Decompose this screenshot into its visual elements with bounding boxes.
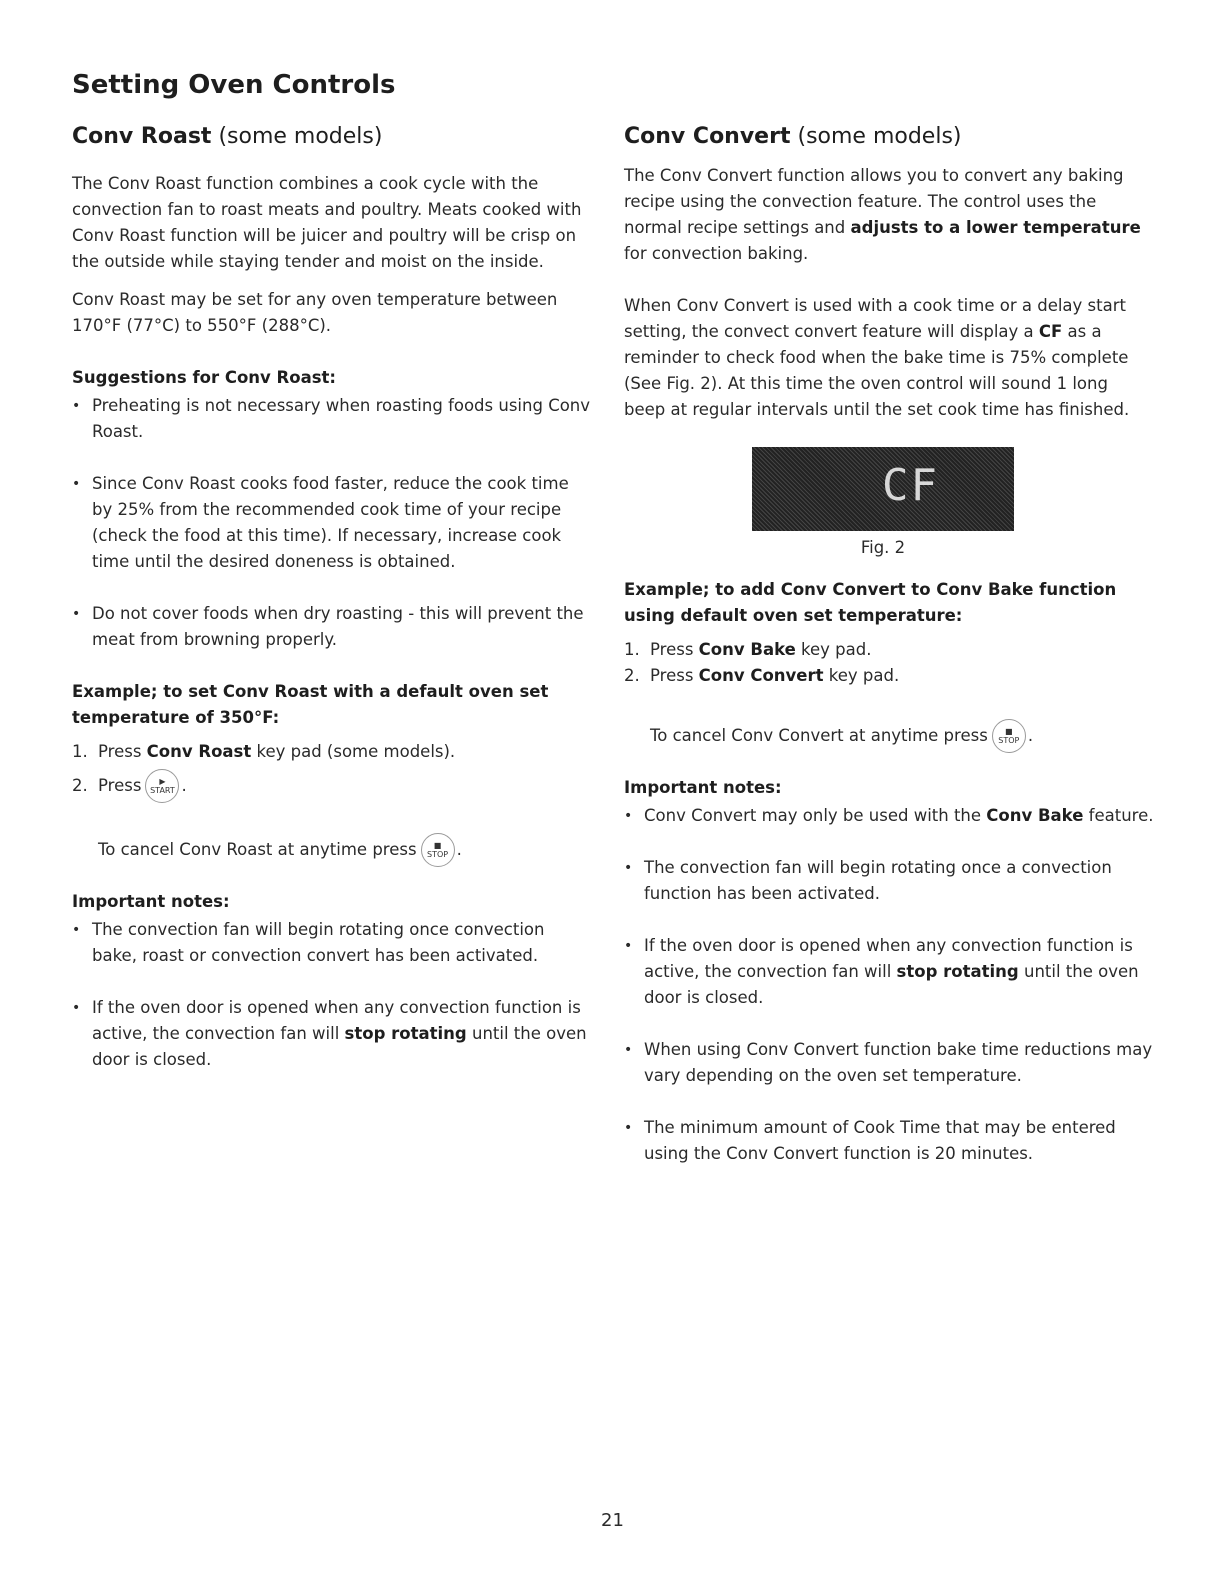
stop-square-icon: ■ [433,840,442,850]
reminder-text-pre: When Conv Convert is used with a cook time or a delay start setting, the convect convert feature will display a [624,296,1126,341]
conv-convert-section [624,124,1154,1167]
note-text-pre: Conv Convert may only be used with the [644,806,987,825]
conv-convert-steps [624,637,1154,689]
conv-roast-example-heading: Example; to set Conv Roast with a default oven set temperature of 350°F: [72,682,549,727]
reminder-text-bold: CF [1038,322,1063,341]
step-item [72,769,592,803]
suggestions-list [72,393,592,653]
conv-convert-key-label: Conv Convert [698,666,824,685]
stop-square-icon: ■ [1005,726,1013,736]
note-text-pre: If the oven door is opened when any convection function is active, the convection fan will [644,936,1133,981]
step-number: 2. [72,776,88,795]
step-text [650,663,899,689]
start-key-label: START [150,785,175,795]
conv-roast-notes-heading: Important notes: [72,892,230,911]
conv-roast-cancel-line [72,833,592,867]
note-text-bold: stop rotating [896,962,1019,981]
intro-text-post: for convection baking. [624,244,809,263]
step-text-post: key pad (some models). [251,742,456,761]
note-item: • The minimum amount of Cook Time that may be entered using the Conv Convert function is 20 minutes. [624,1115,1154,1167]
note-text-pre: If the oven door is opened when any convection function is active, the convection fan will [92,998,581,1043]
conv-convert-notes-list [624,803,1154,1167]
cf-display-readout: CF [882,460,939,511]
step-text [650,637,871,663]
cancel-text-post: . [1027,726,1034,745]
reminder-text-post: as a reminder to check food when the bake time is 75% complete (See Fig. 2). At this time the oven control will sound 1 long beep at regular intervals until the set cook time has finished. [624,322,1130,419]
step-text-post: . [181,776,187,795]
intro-text-pre: The Conv Convert function allows you to convert any baking recipe using the convection feature. The control uses the normal recipe settings and [624,166,1124,237]
conv-roast-heading-rest: (some models) [218,124,383,149]
note-item [72,995,592,1073]
note-text-post: until the oven door is closed. [92,1024,587,1069]
suggestions-heading: Suggestions for Conv Roast: [72,368,337,387]
suggestion-item: • Preheating is not necessary when roasting foods using Conv Roast. [72,393,592,445]
step-text-pre: Press [98,776,142,795]
conv-roast-intro: The Conv Roast function combines a cook cycle with the convection fan to roast meats and poultry. Meats cooked with Conv Roast function will be juicer and poultry will be crisp on the outside while staying tender and moist on the inside. [72,174,582,271]
conv-convert-example-heading: Example; to add Conv Convert to Conv Bake function using default oven set temperature: [624,580,1117,625]
page-number: 21 [601,1510,624,1531]
conv-convert-intro [624,163,1154,267]
figure-caption: Fig. 2 [860,538,906,557]
stop-key-icon [421,833,455,867]
conv-convert-heading [624,124,1154,149]
conv-roast-notes-list [72,917,592,1073]
note-item: • The convection fan will begin rotating once convection bake, roast or convection convert has been activated. [72,917,592,969]
conv-convert-notes-heading: Important notes: [624,778,782,797]
stop-key-label: STOP [427,849,449,859]
step-text-pre: Press [98,742,147,761]
step-text-pre: Press [650,640,699,659]
conv-roast-heading [72,124,592,149]
cancel-text: To cancel Conv Convert at anytime press [650,726,988,745]
step-number: 1. [624,640,640,659]
conv-bake-key-label: Conv Bake [698,640,796,659]
intro-text-bold: adjusts to a lower temperature [850,218,1141,237]
conv-convert-cancel-line [624,719,1154,753]
step-text [98,739,455,765]
conv-roast-key-label: Conv Roast [146,742,252,761]
note-text-bold: stop rotating [344,1024,467,1043]
page-title: Setting Oven Controls [72,70,396,100]
step-text-post: key pad. [823,666,900,685]
conv-convert-heading-bold: Conv Convert [624,124,791,149]
suggestion-item: • Do not cover foods when dry roasting - this will prevent the meat from browning properly. [72,601,592,653]
step-number: 1. [72,742,88,761]
step-number: 2. [624,666,640,685]
suggestion-item: • Since Conv Roast cooks food faster, reduce the cook time by 25% from the recommended cook time of your recipe (check the food at this time). If necessary, increase cook time until the desired doneness is obtained. [72,471,592,575]
conv-roast-heading-bold: Conv Roast [72,124,212,149]
cancel-text: To cancel Conv Roast at anytime press [98,840,417,859]
note-text-post: until the oven door is closed. [644,962,1139,1007]
start-key-icon [145,769,179,803]
step-text-pre: Press [650,666,699,685]
step-item [72,739,592,765]
step-text-post: key pad. [795,640,872,659]
note-text-post: feature. [1083,806,1154,825]
conv-roast-temp-range: Conv Roast may be set for any oven temperature between 170°F (77°C) to 550°F (288°C). [72,290,558,335]
conv-roast-section [72,124,592,1073]
step-item [624,637,1154,663]
conv-roast-steps [72,739,592,803]
play-icon: ▶ [159,776,166,786]
note-text-bold: Conv Bake [986,806,1084,825]
cancel-text-post: . [456,840,462,859]
stop-key-icon [992,719,1026,753]
note-item: • The convection fan will begin rotating once a convection function has been activated. [624,855,1154,907]
cf-display-figure [752,447,1014,531]
conv-convert-heading-rest: (some models) [797,124,962,149]
conv-convert-reminder [624,293,1154,423]
step-item [624,663,1154,689]
note-item: • When using Conv Convert function bake time reductions may vary depending on the oven set temperature. [624,1037,1154,1089]
stop-key-label: STOP [998,735,1020,745]
note-item [624,803,1154,829]
note-item [624,933,1154,1011]
